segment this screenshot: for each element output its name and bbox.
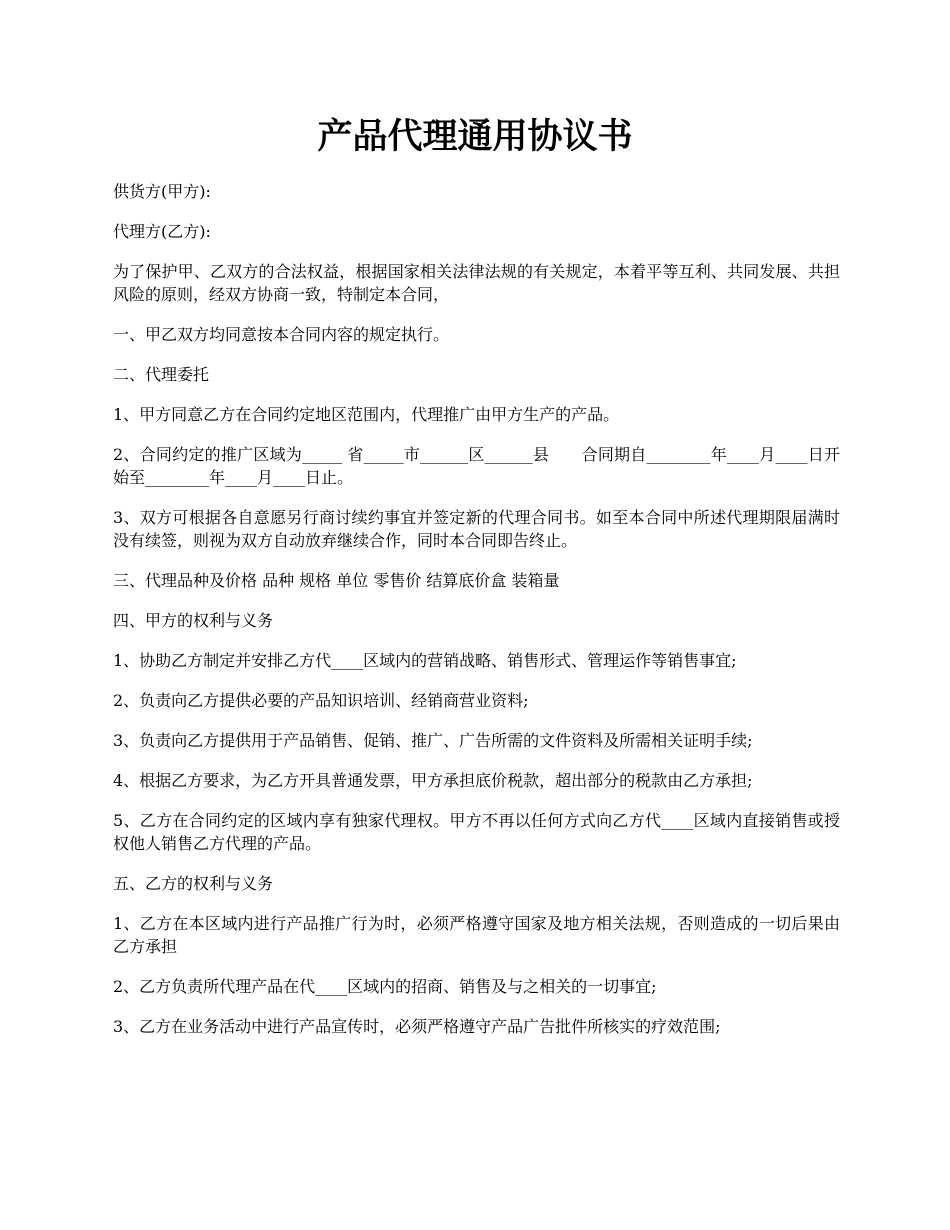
clause-4-2: 2、负责向乙方提供必要的产品知识培训、经销商营业资料; (113, 691, 529, 710)
party-a-line: 供货方(甲方): (113, 182, 211, 201)
clause-2-3: 3、双方可根据各自意愿另行商讨续约事宜并签定新的代理合同书。如至本合同中所述代理期限届满时没有续签，则视为双方自动放弃继续合作，同时本合同即告终止。 (113, 508, 840, 550)
clause-4-3: 3、负责向乙方提供用于产品销售、促销、推广、广告所需的文件资料及所需相关证明手续; (113, 731, 753, 750)
party-b-line: 代理方(乙方): (113, 222, 211, 241)
clause-4-1: 1、协助乙方制定并安排乙方代____区域内的营销战略、销售形式、管理运作等销售事宜; (113, 651, 737, 670)
document-body (113, 180, 840, 1055)
clause-5-2: 2、乙方负责所代理产品在代____区域内的招商、销售及与之相关的一切事宜; (113, 977, 657, 996)
clause-2-2: 2、合同约定的推广区域为_____ 省_____市______区______县 合同期自________年____月____日开始至________年____月____日止。 (113, 445, 840, 487)
clause-5-3: 3、乙方在业务活动中进行产品宣传时，必须严格遵守产品广告批件所核实的疗效范围; (113, 1017, 721, 1036)
section-2-heading: 二、代理委托 (113, 365, 210, 384)
clause-4-4: 4、根据乙方要求，为乙方开具普通发票，甲方承担底价税款，超出部分的税款由乙方承担; (113, 771, 753, 790)
section-1-paragraph: 一、甲乙双方均同意按本合同内容的规定执行。 (113, 325, 450, 344)
preamble-paragraph: 为了保护甲、乙双方的合法权益，根据国家相关法律法规的有关规定，本着平等互利、共同发展、共担风险的原则，经双方协商一致，特制定本合同， (113, 262, 840, 304)
section-3-heading: 三、代理品种及价格 品种 规格 单位 零售价 结算底价盒 装箱量 (113, 571, 560, 590)
section-4-heading: 四、甲方的权利与义务 (113, 611, 274, 630)
section-5-heading: 五、乙方的权利与义务 (113, 874, 274, 893)
clause-2-1: 1、甲方同意乙方在合同约定地区范围内，代理推广由甲方生产的产品。 (113, 405, 620, 424)
document-title: 产品代理通用协议书 (317, 116, 633, 157)
clause-4-5: 5、乙方在合同约定的区域内享有独家代理权。甲方不再以任何方式向乙方代____区域内直接销售或授权他人销售乙方代理的产品。 (113, 811, 840, 853)
clause-5-1: 1、乙方在本区域内进行产品推广行为时，必须严格遵守国家及地方相关法规，否则造成的一切后果由乙方承担 (113, 914, 840, 956)
